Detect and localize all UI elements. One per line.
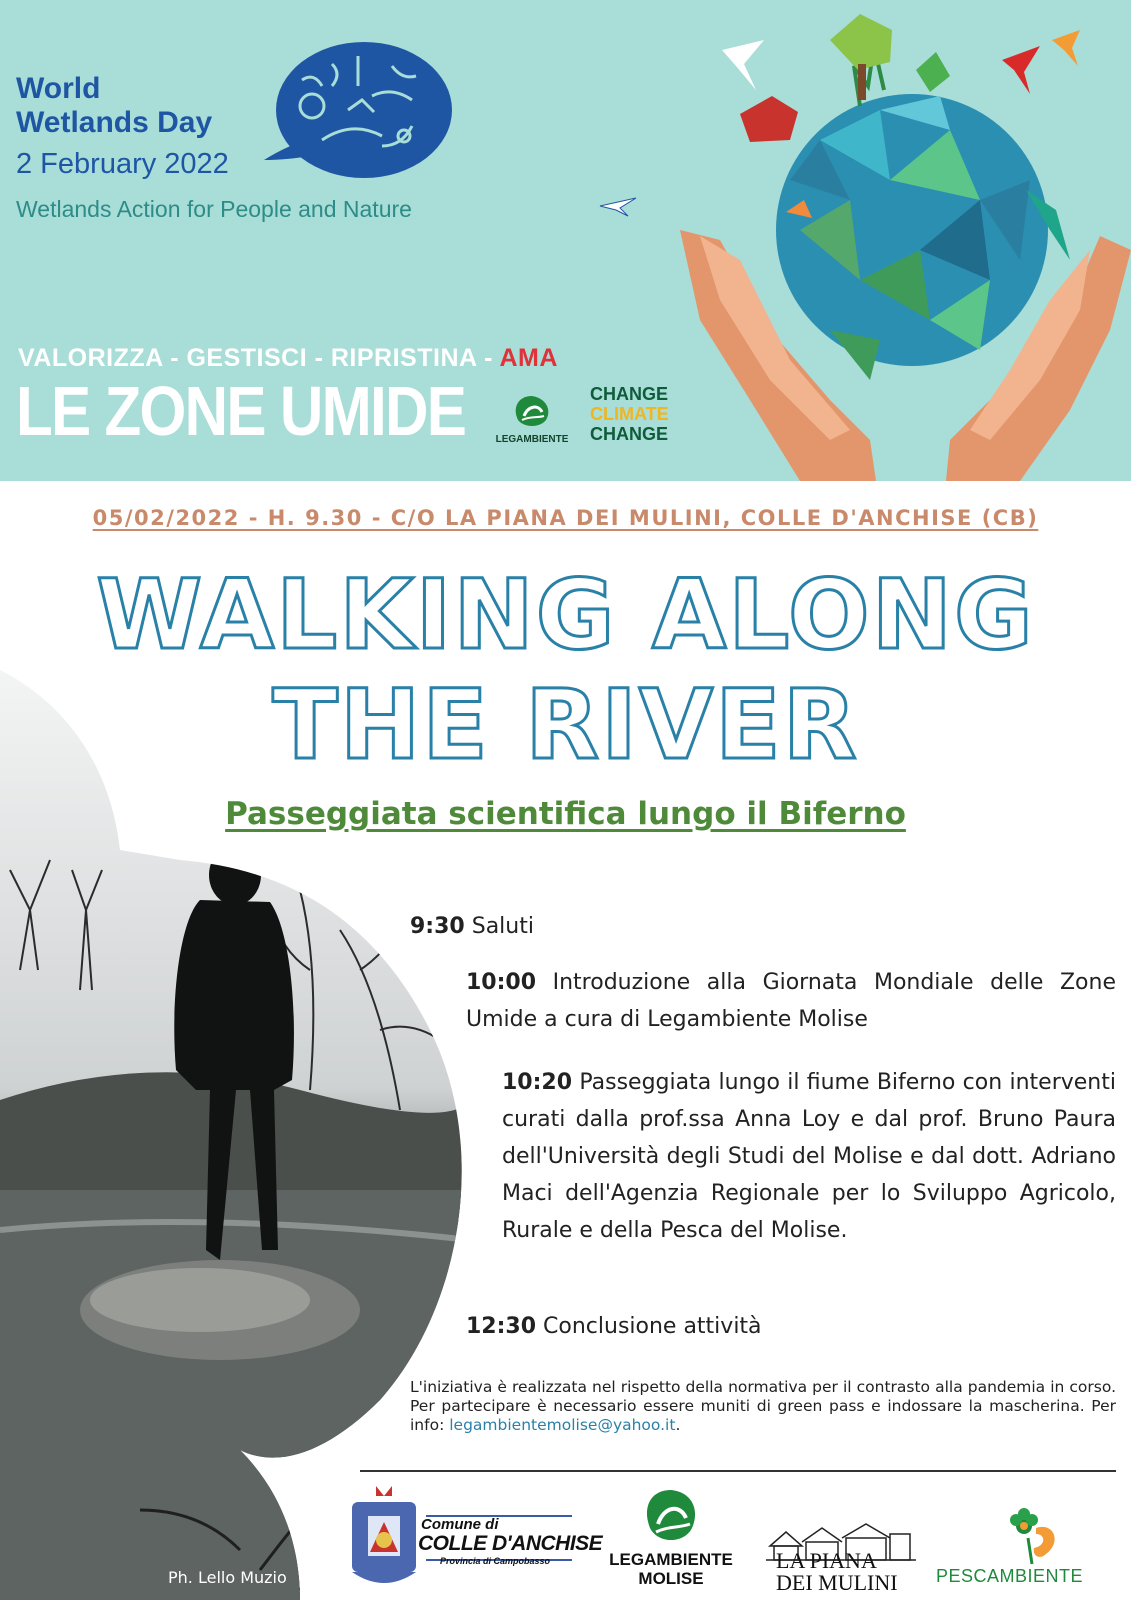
- airplane-icon: [598, 194, 638, 218]
- header-banner: [0, 0, 1131, 481]
- legambiente-small-logo: [490, 394, 574, 445]
- change-line2: CLIMATE: [590, 404, 669, 424]
- legambiente-swan-icon: [510, 394, 554, 428]
- program-text: Introduzione alla Giornata Mondiale delle Zone Umide a cura di Legambiente Molise: [466, 970, 1116, 1032]
- program-item: [502, 1064, 1116, 1249]
- wwd-title-line1: World: [16, 72, 101, 105]
- program-text: Passeggiata lungo il fiume Biferno con interventi curati dalla prof.ssa Anna Loy e dal prof. Bruno Paura dell'Università degli Studi del Molise e dal dott. Adriano Maci dell'Agenzia Regionale per lo Sviluppo Agricolo, Rurale e della Pesca del Molise.: [502, 1070, 1116, 1243]
- comune-di-label: Comune di: [421, 1516, 499, 1533]
- wwd-tagline: Wetlands Action for People and Nature: [16, 196, 412, 222]
- coat-of-arms-icon: [352, 1486, 416, 1583]
- program-item: [466, 964, 1116, 1038]
- note-text: L'iniziativa è realizzata nel rispetto della normativa per il contrasto alla pandemia in corso. Per partecipare è necessario essere muniti di green pass e indossare la mascherina. Per info:: [410, 1378, 1116, 1434]
- pescambiente-label: PESCAMBIENTE: [936, 1566, 1084, 1586]
- legambiente-molise-logo: [606, 1488, 736, 1592]
- event-details: 05/02/2022 - H. 9.30 - C/O LA PIANA DEI MULINI, COLLE D'ANCHISE (CB): [92, 506, 1039, 530]
- slogan-accent: AMA: [499, 344, 558, 372]
- contact-email-link[interactable]: legambientemolise@yahoo.it: [449, 1416, 676, 1434]
- event-title-line1: WALKING ALONG: [96, 559, 1035, 671]
- river-photo: [0, 670, 470, 1600]
- slogan-main: VALORIZZA - GESTISCI - RIPRISTINA -: [18, 344, 493, 372]
- comune-name-label: COLLE D'ANCHISE: [418, 1532, 603, 1555]
- comune-provincia-label: Provincia di Campobasso: [440, 1556, 551, 1566]
- polygon-globe-in-hands-icon: [680, 0, 1131, 481]
- program-item: [410, 908, 1100, 945]
- legambiente-line2: MOLISE: [638, 1569, 704, 1588]
- legambiente-line1: LEGAMBIENTE: [609, 1550, 733, 1569]
- legambiente-small-label: LEGAMBIENTE: [495, 434, 569, 445]
- wetlands-oval-logo-icon: [262, 36, 458, 184]
- wwd-title: [16, 72, 212, 140]
- piana-line2: DEI MULINI: [776, 1570, 898, 1595]
- piana-line1: LA PIANA: [776, 1548, 877, 1573]
- program-text: Saluti: [471, 914, 534, 939]
- note-end: .: [675, 1416, 681, 1434]
- program-time: 10:00: [466, 970, 537, 995]
- program-time: 12:30: [466, 1314, 537, 1339]
- campaign-title: LE ZONE UMIDE: [16, 372, 466, 450]
- event-title-line2: THE RIVER: [272, 669, 859, 781]
- legambiente-molise-label: [606, 1550, 736, 1588]
- change-climate-change-logo: [590, 384, 669, 444]
- program-time: 10:20: [502, 1070, 573, 1095]
- wwd-title-line2: Wetlands Day: [16, 106, 213, 139]
- photo-credit: Ph. Lello Muzio: [168, 1568, 287, 1587]
- change-line3: CHANGE: [590, 424, 669, 444]
- program-time: 9:30: [410, 914, 465, 939]
- legambiente-swan-icon: [640, 1488, 702, 1546]
- event-subtitle: Passeggiata scientifica lungo il Biferno: [225, 796, 906, 832]
- piana-dei-mulini-label: [776, 1550, 898, 1594]
- program-item: [466, 1308, 1116, 1345]
- footer-divider: [360, 1470, 1116, 1472]
- campaign-slogan: [18, 344, 558, 373]
- covid-note: [410, 1378, 1116, 1435]
- program-text: Conclusione attività: [543, 1314, 762, 1339]
- change-line1: CHANGE: [590, 384, 669, 404]
- wwd-date: 2 February 2022: [16, 148, 229, 180]
